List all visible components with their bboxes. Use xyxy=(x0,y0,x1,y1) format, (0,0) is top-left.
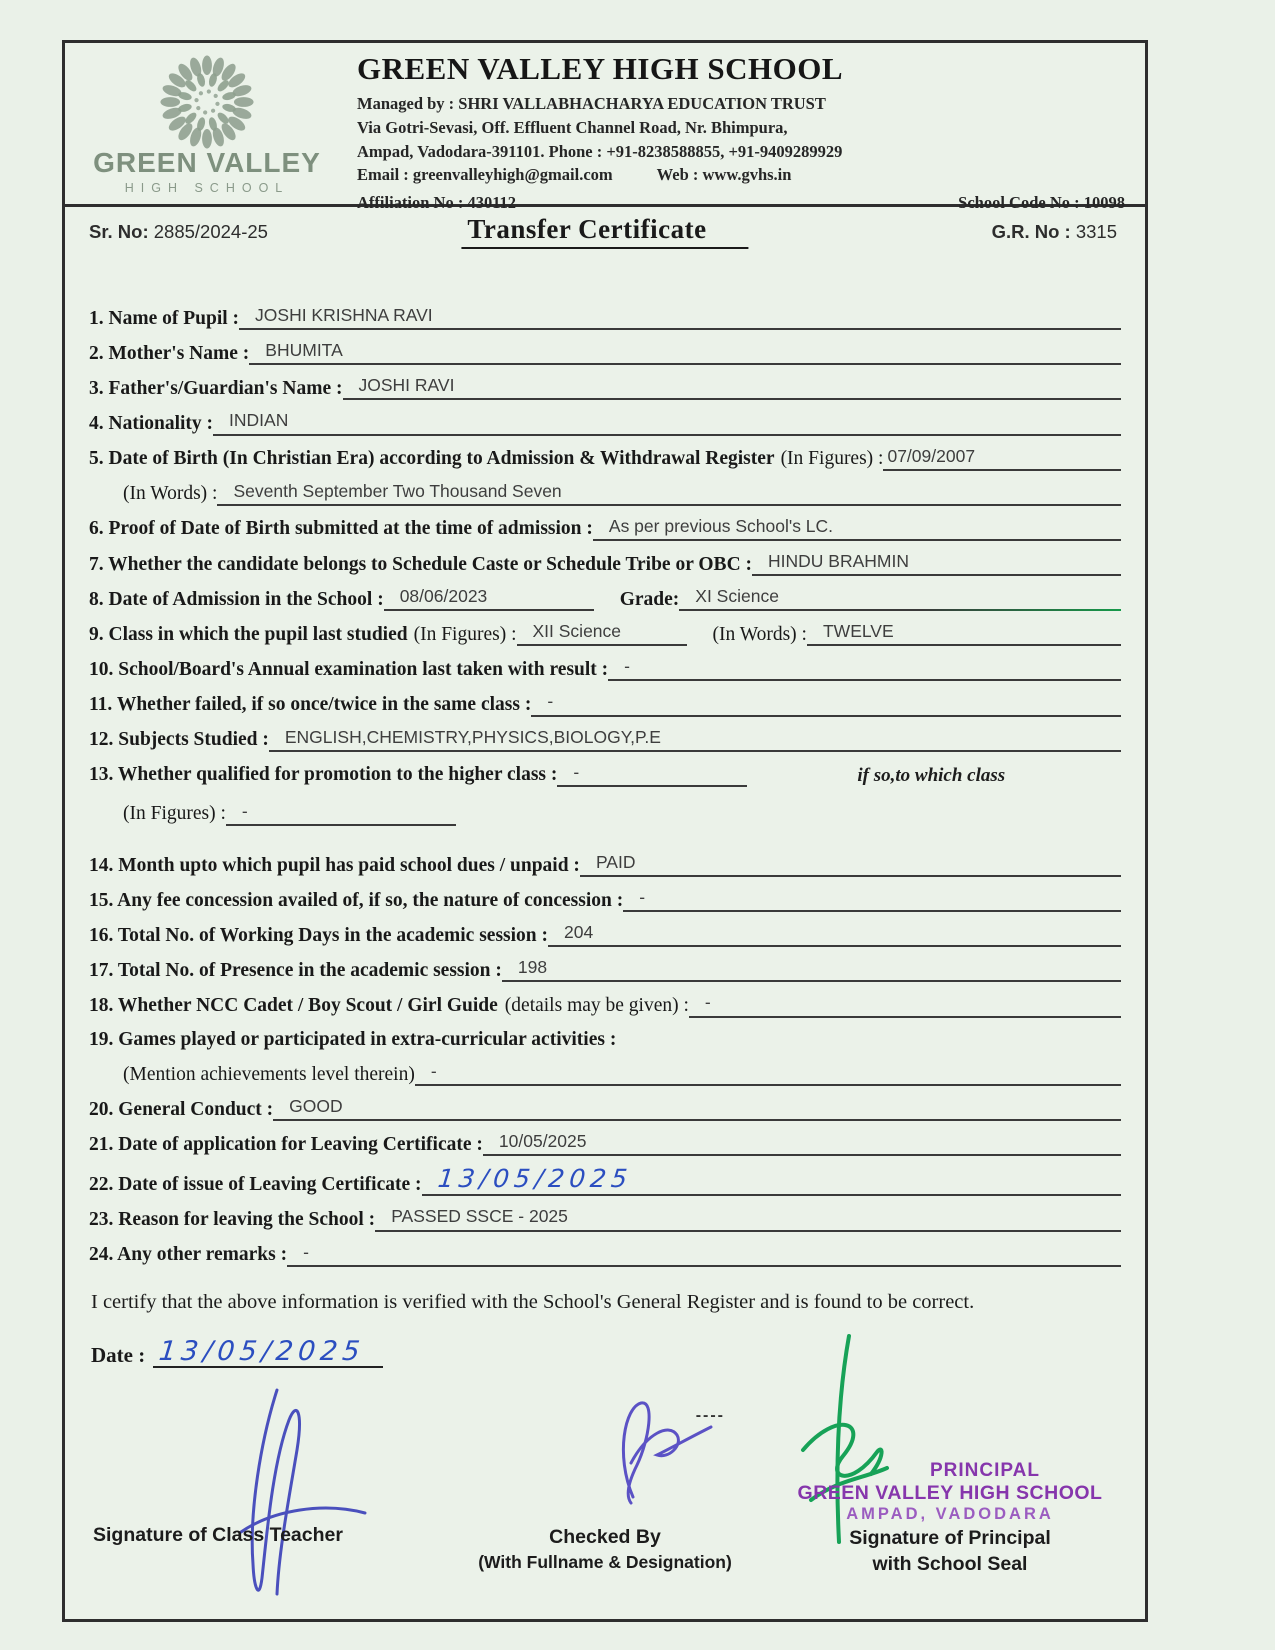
field-label: 16. Total No. of Working Days in the academic session : xyxy=(89,924,549,946)
principal-stamp-line3: AMPAD, VADODARA xyxy=(846,1505,1054,1524)
logo-subtitle: HIGH SCHOOL xyxy=(124,181,290,195)
title-bar xyxy=(65,207,1145,253)
field-label-light: (details may be given) : xyxy=(504,995,689,1017)
field-row-1 xyxy=(89,305,1121,330)
field-value: 10/05/2025 xyxy=(483,1131,1121,1156)
gr-number-value: 3315 xyxy=(1075,221,1117,242)
checked-by-label xyxy=(478,1526,732,1573)
ink-dashes: ---- xyxy=(695,1407,725,1424)
field-row-16 xyxy=(89,922,1121,947)
field-label-light: (In Words) : xyxy=(123,483,218,505)
checked-by-title: Checked By xyxy=(549,1526,661,1548)
field-row-2 xyxy=(89,340,1121,365)
checked-by-subtitle: (With Fullname & Designation) xyxy=(478,1552,732,1572)
field-label: 8. Date of Admission in the School : xyxy=(89,588,384,610)
logo-wordmark: GREEN VALLEY xyxy=(93,147,321,178)
address-line-2: Ampad, Vadodara-391101. Phone : +91-8238588855, +91-9409289929 xyxy=(357,141,843,161)
handwritten-date: 13/05/2025 xyxy=(435,1164,634,1194)
principal-signature-label xyxy=(785,1460,1115,1577)
field-value: - xyxy=(531,691,1121,716)
field-value: HINDU BRAHMIN xyxy=(752,551,1121,576)
field-row-17 xyxy=(89,957,1121,982)
field-label: 22. Date of issue of Leaving Certificate : xyxy=(89,1174,422,1195)
field-label: 1. Name of Pupil : xyxy=(89,307,240,329)
field-value-grade: XI Science xyxy=(679,586,1121,611)
field-row-23 xyxy=(89,1206,1121,1231)
field-label: 5. Date of Birth (In Christian Era) according to Admission & Withdrawal Register xyxy=(89,448,775,470)
managed-by: Managed by : SHRI VALLABHACHARYA EDUCATION TRUST xyxy=(357,94,826,113)
field-value: JOSHI KRISHNA RAVI xyxy=(239,305,1121,330)
field-note: if so,to which class xyxy=(857,764,1006,786)
field-label: 21. Date of application for Leaving Certificate : xyxy=(89,1133,483,1155)
field-value: - xyxy=(226,801,456,826)
field-label: 2. Mother's Name : xyxy=(89,342,250,364)
class-teacher-signature-icon xyxy=(215,1382,385,1607)
field-label-light: (Mention achievements level therein) xyxy=(123,1063,415,1085)
field-row-6 xyxy=(89,516,1121,541)
field-label: 14. Month upto which pupil has paid school dues / unpaid : xyxy=(89,854,580,876)
school-info xyxy=(331,49,1131,212)
field-row-7 xyxy=(89,551,1121,576)
serial-number xyxy=(89,221,268,243)
field-label: 12. Subjects Studied : xyxy=(89,729,269,751)
field-value: - xyxy=(557,762,747,787)
school-logo-icon xyxy=(158,53,256,151)
field-value: ENGLISH,CHEMISTRY,PHYSICS,BIOLOGY,P.E xyxy=(269,727,1121,752)
field-label-light: (In Figures) : xyxy=(780,448,884,470)
field-row-5-words xyxy=(89,481,1121,506)
field-value: - xyxy=(287,1242,1121,1267)
field-value: XII Science xyxy=(517,621,687,646)
field-row-8 xyxy=(89,586,1121,611)
field-row-22 xyxy=(89,1166,1121,1196)
field-row-13 xyxy=(89,762,1121,787)
field-label: 17. Total No. of Presence in the academic session : xyxy=(89,959,502,981)
affiliation-no: Affiliation No : 430112 xyxy=(357,193,517,212)
principal-label-line2: with School Seal xyxy=(872,1552,1028,1575)
handwritten-date: 13/05/2025 xyxy=(157,1335,367,1367)
checked-by-signature-icon xyxy=(585,1385,725,1515)
field-value: 204 xyxy=(548,922,1121,947)
field-value: - xyxy=(623,887,1121,912)
field-value: INDIAN xyxy=(213,410,1121,435)
field-label: 6. Proof of Date of Birth submitted at the time of admission : xyxy=(89,518,593,540)
field-row-10 xyxy=(89,656,1121,681)
field-label: 11. Whether failed, if so once/twice in the same class : xyxy=(89,694,532,716)
school-logo xyxy=(83,49,331,200)
field-label-light: (In Words) : xyxy=(712,623,807,645)
certificate-fields xyxy=(65,253,1145,1267)
field-row-24 xyxy=(89,1242,1121,1267)
field-value: BHUMITA xyxy=(249,340,1121,365)
field-label-grade: Grade: xyxy=(619,588,680,610)
field-value: PAID xyxy=(580,852,1121,877)
field-value: PASSED SSCE - 2025 xyxy=(375,1206,1121,1231)
field-row-18 xyxy=(89,992,1121,1017)
letterhead xyxy=(65,43,1145,212)
school-web: Web : www.gvhs.in xyxy=(656,165,792,185)
field-label: 4. Nationality : xyxy=(89,413,214,435)
field-value: As per previous School's LC. xyxy=(593,516,1121,541)
field-label: 10. School/Board's Annual examination last taken with result : xyxy=(89,658,609,680)
field-label: 15. Any fee concession availed of, if so, the nature of concession : xyxy=(89,889,624,911)
field-row-20 xyxy=(89,1096,1121,1121)
field-row-13-figures xyxy=(89,801,1121,826)
field-row-19-mention xyxy=(89,1061,1121,1086)
field-row-12 xyxy=(89,727,1121,752)
signature-block xyxy=(65,1363,1145,1613)
field-value: GOOD xyxy=(273,1096,1121,1121)
field-value: 07/09/2007 xyxy=(883,446,1121,471)
gr-number xyxy=(992,221,1117,243)
address-line-1: Via Gotri-Sevasi, Off. Effluent Channel Road, Nr. Bhimpura, xyxy=(357,117,788,137)
field-value: TWELVE xyxy=(807,621,1121,646)
document-title: Transfer Certificate xyxy=(461,214,748,249)
gr-number-label: G.R. No : xyxy=(991,221,1071,242)
serial-number-label: Sr. No: xyxy=(89,221,149,242)
principal-stamp-line2: GREEN VALLEY HIGH SCHOOL xyxy=(797,1482,1103,1505)
field-row-19 xyxy=(89,1028,1121,1051)
certificate-page xyxy=(62,40,1148,1622)
certification-statement: I certify that the above information is verified with the School's General Register and is found to be correct. xyxy=(91,1290,975,1313)
field-label: 13. Whether qualified for promotion to the higher class : xyxy=(89,764,558,786)
field-label: 20. General Conduct : xyxy=(89,1098,274,1120)
field-value: - xyxy=(415,1061,1121,1086)
principal-stamp-line1: PRINCIPAL xyxy=(930,1460,1040,1482)
field-label: 3. Father's/Guardian's Name : xyxy=(89,377,343,399)
field-row-11 xyxy=(89,691,1121,716)
field-label: 24. Any other remarks : xyxy=(89,1244,288,1266)
field-row-14 xyxy=(89,852,1121,877)
field-label: 23. Reason for leaving the School : xyxy=(89,1209,376,1231)
field-row-3 xyxy=(89,375,1121,400)
serial-number-value: 2885/2024-25 xyxy=(153,221,268,242)
school-name: GREEN VALLEY HIGH SCHOOL xyxy=(357,51,844,86)
field-row-21 xyxy=(89,1131,1121,1156)
field-value: - xyxy=(689,992,1121,1017)
principal-label-line1: Signature of Principal xyxy=(849,1527,1051,1550)
field-row-4 xyxy=(89,410,1121,435)
field-row-15 xyxy=(89,887,1121,912)
school-email: Email : greenvalleyhigh@gmail.com xyxy=(357,165,613,185)
field-value-handwritten xyxy=(422,1166,1122,1196)
field-label-light: (In Figures) : xyxy=(123,803,226,825)
field-value: 198 xyxy=(502,957,1121,982)
school-code: School Code No : 10098 xyxy=(958,193,1125,212)
field-label: 9. Class in which the pupil last studied xyxy=(89,623,408,645)
date-label: Date : xyxy=(91,1342,146,1367)
field-value: JOSHI RAVI xyxy=(343,375,1122,400)
field-value: Seventh September Two Thousand Seven xyxy=(217,481,1121,506)
field-value: - xyxy=(608,656,1121,681)
field-label: 18. Whether NCC Cadet / Boy Scout / Girl Guide xyxy=(89,995,498,1017)
class-teacher-signature-label: Signature of Class Teacher xyxy=(93,1524,343,1546)
field-value: 08/06/2023 xyxy=(384,586,594,611)
field-label: 7. Whether the candidate belongs to Schedule Caste or Schedule Tribe or OBC : xyxy=(89,553,753,575)
field-label-light: (In Figures) : xyxy=(413,623,517,645)
field-row-5 xyxy=(89,446,1121,471)
field-label: 19. Games played or participated in extra-curricular activities : xyxy=(89,1028,617,1050)
field-row-9 xyxy=(89,621,1121,646)
